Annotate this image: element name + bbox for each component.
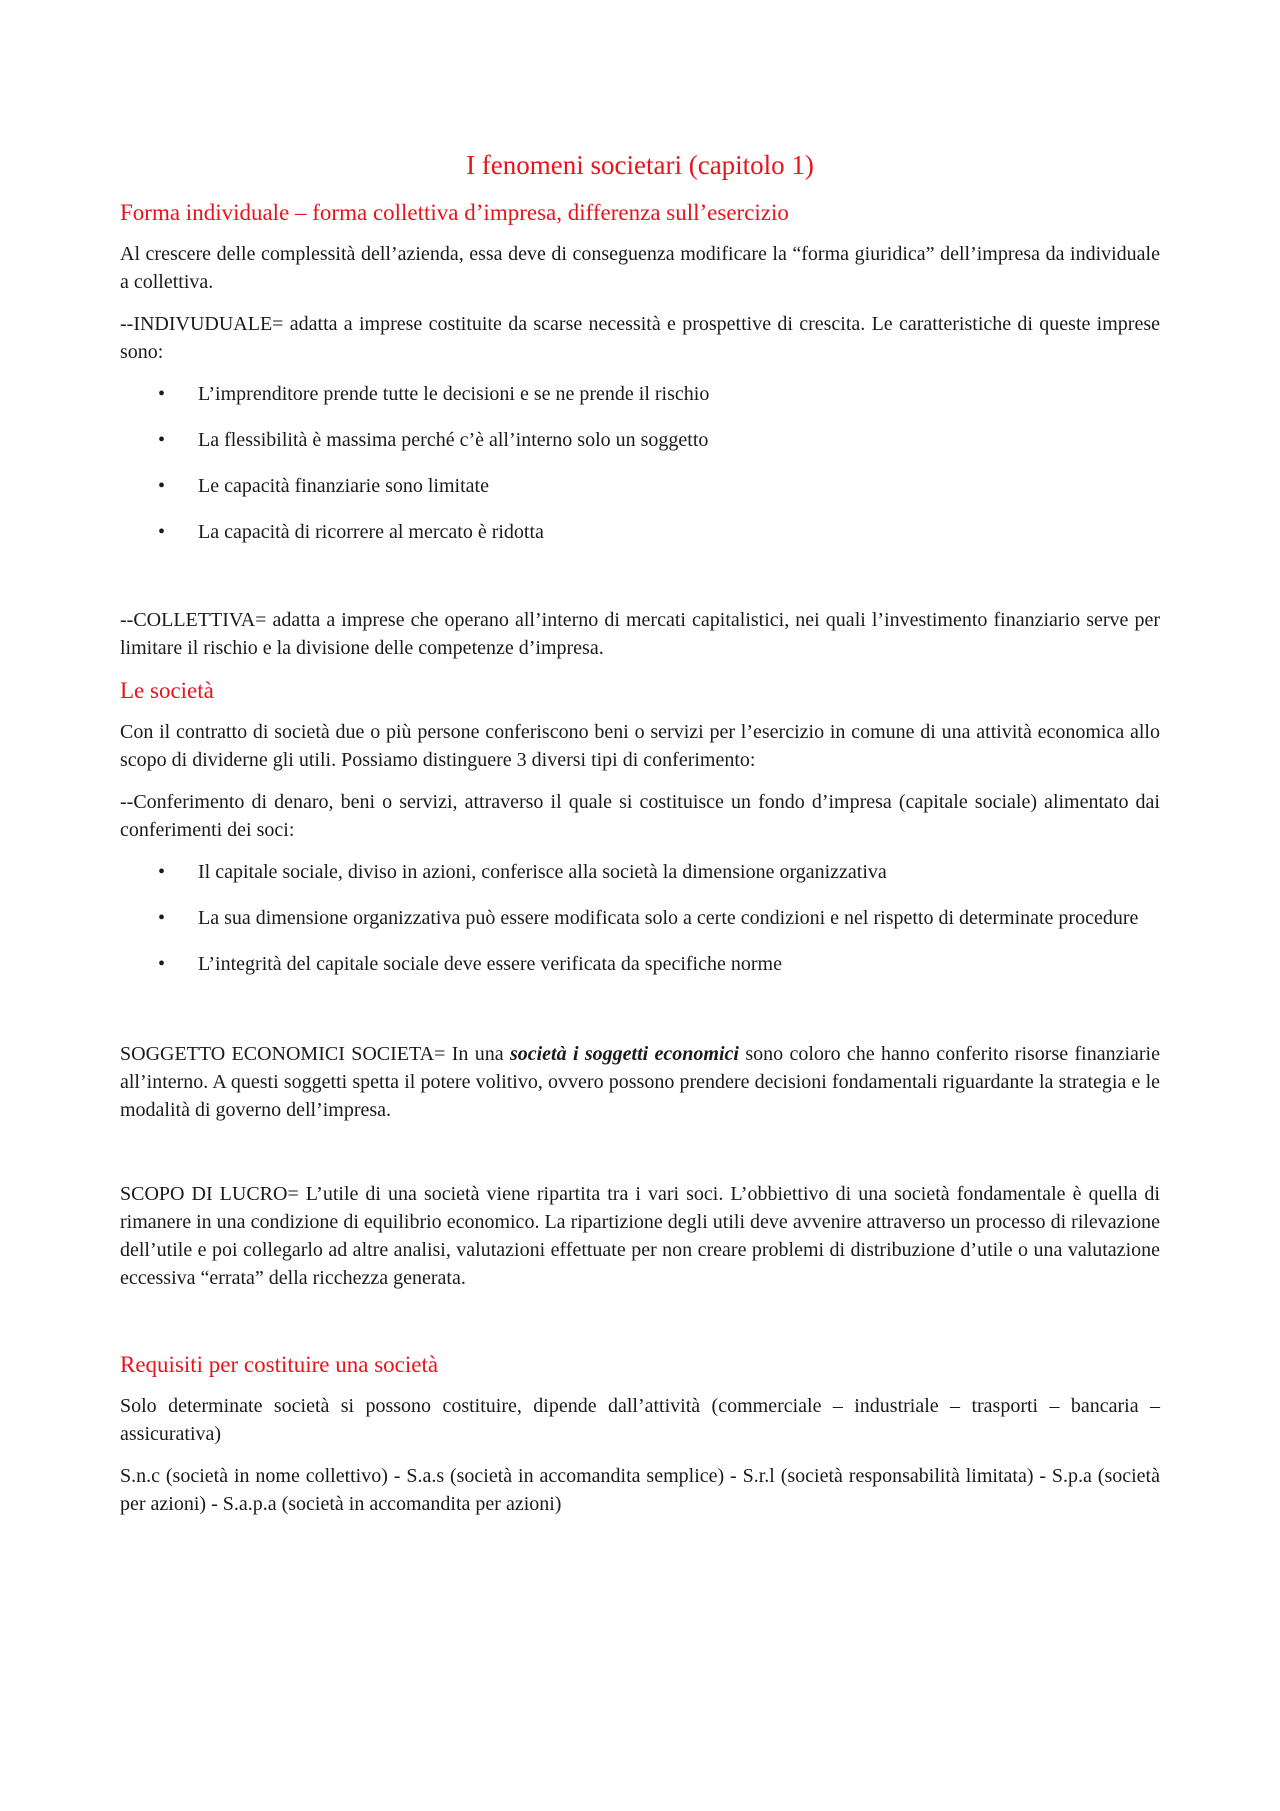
soggetto-emphasis: società i soggetti economici: [509, 1043, 739, 1065]
spacer: [120, 564, 1160, 606]
soggetto-text-start: SOGGETTO ECONOMICI SOCIETA= In una: [120, 1043, 510, 1065]
spacer: [120, 996, 1160, 1040]
list-item: • Il capitale sociale, diviso in azioni, conferisce alla società la dimensione organizzativa: [120, 858, 1160, 886]
paragraph-individuale: --INDIVUDUALE= adatta a imprese costituite da scarse necessità e prospettive di crescita. Le caratteristiche di queste imprese sono:: [120, 313, 1160, 363]
section-heading-requisiti: Requisiti per costituire una società: [120, 1352, 439, 1377]
spacer: [120, 1138, 1160, 1180]
paragraph-intro-requisiti: Solo determinate società si possono costituire, dipende dall’attività (commerciale – industriale – trasporti – bancaria – assicurativa): [120, 1395, 1160, 1445]
paragraph-intro-forma: Al crescere delle complessità dell’azienda, essa deve di conseguenza modificare la “forma giuridica” dell’impresa da individuale a collettiva.: [120, 243, 1160, 293]
paragraph-tipi-societa: S.n.c (società in nome collettivo) - S.a.s (società in accomandita semplice) - S.r.l (società responsabilità limitata) - S.p.a (società per azioni) - S.a.p.a (società in accomandita per azioni): [120, 1465, 1160, 1515]
list-item: • L’imprenditore prende tutte le decisioni e se ne prende il rischio: [120, 380, 1160, 408]
paragraph-intro-societa: Con il contratto di società due o più persone conferiscono beni o servizi per l’esercizio in comune di una attività economica allo scopo di dividerne gli utili. Possiamo distinguere 3 diversi tipi di conferimento:: [120, 721, 1160, 771]
paragraph-soggetto-economico: [120, 1040, 1160, 1124]
paragraph-collettiva: --COLLETTIVA= adatta a imprese che operano all’interno di mercati capitalistici, nei quali l’investimento finanziario serve per limitare il rischio e la divisione delle competenze d’impresa.: [120, 609, 1160, 659]
list-item: • Le capacità finanziarie sono limitate: [120, 472, 1160, 500]
list-item: • L’integrità del capitale sociale deve essere verificata da specifiche norme: [120, 950, 1160, 978]
paragraph-conferimento: --Conferimento di denaro, beni o servizi, attraverso il quale si costituisce un fondo d’impresa (capitale sociale) alimentato dai conferimenti dei soci:: [120, 791, 1160, 841]
paragraph-scopo-lucro: SCOPO DI LUCRO= L’utile di una società viene ripartita tra i vari soci. L’obbiettivo di una società fondamentale è quella di rimanere in una condizione di equilibrio economico. La ripartizione degli utili deve avvenire attraverso un processo di rilevazione dell’utile e poi collegarlo ad altre analisi, valutazioni effettuate per non creare problemi di distribuzione d’utile o una valutazione eccessiva “errata” della ricchezza generata.: [120, 1183, 1160, 1289]
section-heading-forma: Forma individuale – forma collettiva d’impresa, differenza sull’esercizio: [120, 200, 789, 225]
list-capitale: [120, 858, 1160, 978]
list-item: • La flessibilità è massima perché c’è all’interno solo un soggetto: [120, 426, 1160, 454]
soggetto-text-end: sono coloro che hanno conferito risorse finanziarie all’interno. A questi soggetti spetta il potere volitivo, ovvero possono prendere decisioni fondamentali riguardante la strategia e le modalità di governo dell’impresa.: [120, 1043, 1160, 1121]
list-individuale: [120, 380, 1160, 546]
spacer: [120, 1306, 1160, 1350]
list-item: • La capacità di ricorrere al mercato è ridotta: [120, 518, 1160, 546]
list-item: • La sua dimensione organizzativa può essere modificata solo a certe condizioni e nel rispetto di determinate procedure: [120, 904, 1160, 932]
section-heading-societa: Le società: [120, 678, 214, 703]
page-title: I fenomeni societari (capitolo 1): [466, 150, 814, 180]
